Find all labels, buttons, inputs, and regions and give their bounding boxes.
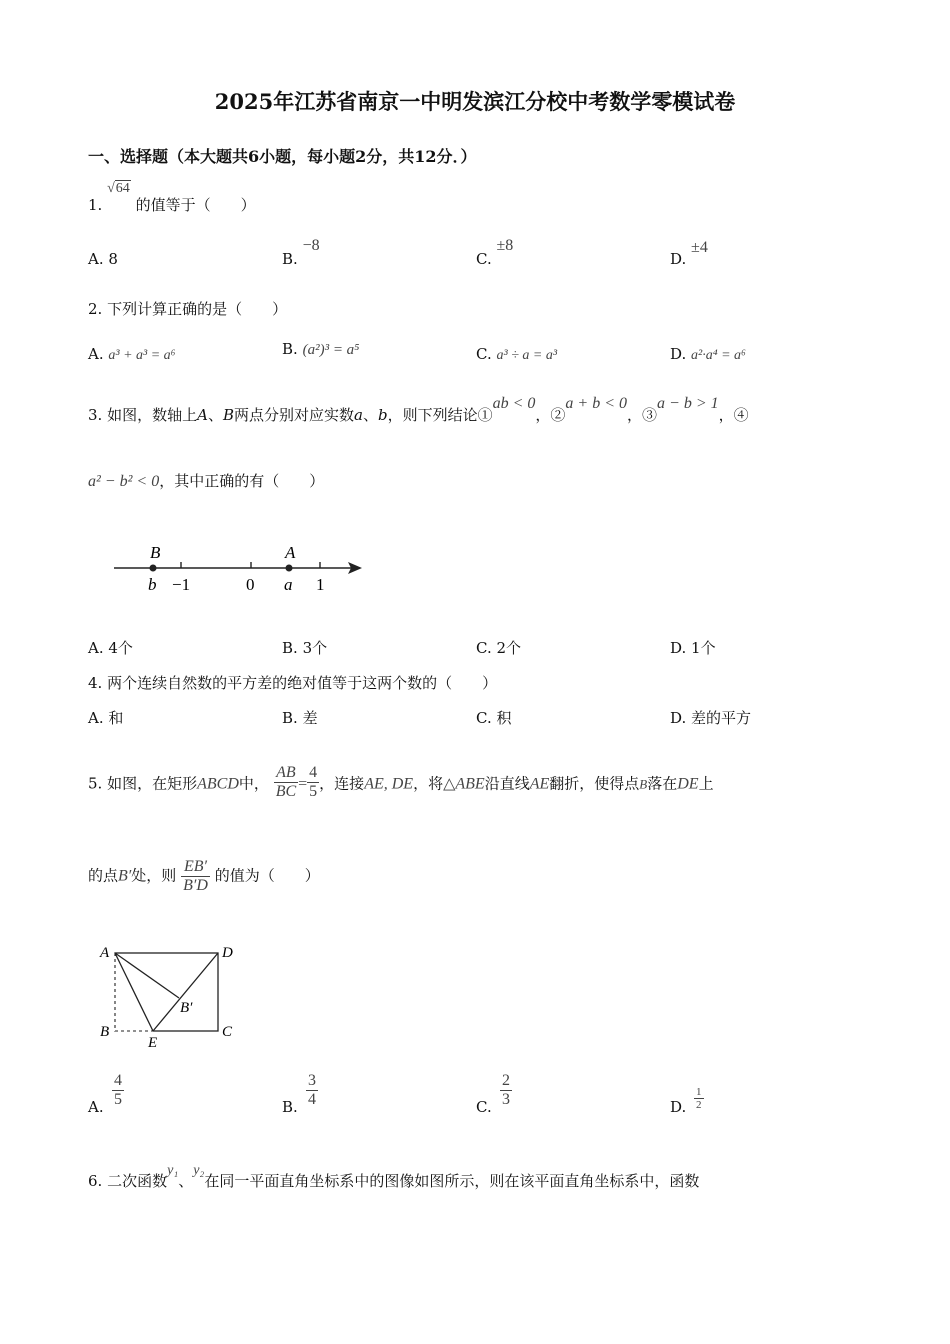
- vertex-D: D: [222, 945, 233, 961]
- point-B-prime: B′: [180, 1000, 193, 1016]
- question-2: [88, 298, 287, 319]
- question-number: 1.: [88, 196, 103, 214]
- conclusion-4: a² − b² < 0: [88, 473, 160, 490]
- q4-option-a: A. 和: [88, 709, 124, 727]
- q1-option-c: C. ±8: [476, 237, 514, 268]
- q5-option-c-fraction: $\frac{2}{3}$: [502, 1072, 510, 1108]
- conclusion-3: a − b > 1: [657, 395, 719, 412]
- q1-option-a: A. 8: [88, 250, 118, 268]
- q5-option-b: B.: [282, 1098, 298, 1116]
- question-text: 的值等于（ ）: [135, 196, 256, 214]
- point-a: [286, 565, 293, 572]
- conclusion-1: ab < 0: [492, 395, 536, 412]
- question-3: 3. 如图，数轴上A、B两点分别对应实数a、b，则下列结论①ab < 0，②a + b < 0，③a − b > 1，④: [88, 395, 749, 424]
- q1-option-d: D. ±4: [670, 239, 708, 268]
- q4-option-b: B. 差: [282, 709, 318, 727]
- tick-label-a: a: [284, 575, 293, 594]
- question-5-cont: 的点B′处，则 $\frac{EB'}{B'D}$ 的值为（ ）: [88, 858, 320, 894]
- label-A: A: [285, 543, 296, 562]
- sqrt-expression: √64: [107, 181, 130, 196]
- q5-option-d-fraction: $\frac{1}{2}$: [696, 1086, 702, 1111]
- q5-option-b-fraction: $\frac{3}{4}$: [308, 1072, 316, 1108]
- tick-label-0: 0: [246, 575, 255, 594]
- tick-label-1: 1: [316, 575, 325, 594]
- vertex-B: B: [100, 1024, 110, 1040]
- question-1: [88, 181, 256, 215]
- point-E: E: [148, 1035, 158, 1050]
- q1-option-b: B. −8: [282, 237, 320, 268]
- question-number: 2.: [88, 300, 103, 318]
- q4-option-d: D. 差的平方: [670, 709, 752, 727]
- rect-right-top: [115, 953, 218, 1031]
- q3-option-c: C. 2个: [476, 639, 522, 657]
- q5-option-d: D.: [670, 1098, 687, 1116]
- ratio-value: $\frac{4}{5}$: [309, 764, 318, 800]
- section-heading: 一、选择题（本大题共6小题，每小题2分，共12分．）: [88, 147, 477, 166]
- q2-option-b: B. (a²)³ = a⁵: [282, 340, 360, 358]
- segment-AE: [115, 953, 153, 1031]
- segment-ED: [153, 953, 218, 1031]
- question-5: 5. 如图，在矩形ABCD中， $\frac{AB}{BC}$ = $\frac{4}{5}$ ，连接AE, DE，将△ABE沿直线AE翻折，使得点B落在DE上: [88, 764, 714, 800]
- page-title: 2025年江苏省南京一中明发滨江分校中考数学零模试卷: [214, 89, 736, 114]
- rectangle-figure: [96, 940, 246, 1050]
- point-b: [150, 565, 157, 572]
- question-6: 6. 二次函数y₁、y₂在同一平面直角坐标系中的图像如图所示，则在该平面直角坐标系中，函数: [88, 1163, 700, 1190]
- conclusion-2: a + b < 0: [565, 395, 628, 412]
- q3-option-a: A. 4个: [88, 639, 133, 657]
- vertex-C: C: [222, 1024, 233, 1040]
- tick-label-minus1: −1: [172, 575, 191, 594]
- number-line-figure: [108, 538, 378, 600]
- q4-option-c: C. 积: [476, 709, 512, 727]
- question-3-cont: a² − b² < 0，其中正确的有（ ）: [88, 472, 325, 490]
- segment-AB-prime: [115, 953, 179, 998]
- q2-option-d: D. a²·a⁴ = a⁶: [670, 345, 746, 363]
- ratio-fraction: $\frac{AB}{BC}$: [275, 764, 297, 800]
- question-text: 下列计算正确的是（ ）: [107, 300, 288, 318]
- target-fraction: $\frac{EB'}{B'D}$: [183, 858, 208, 894]
- tick-label-b: b: [148, 575, 157, 594]
- q3-option-b: B. 3个: [282, 639, 328, 657]
- q5-option-a: A.: [88, 1098, 104, 1116]
- q3-option-d: D. 1个: [670, 639, 716, 657]
- q5-option-a-fraction: $\frac{4}{5}$: [114, 1072, 122, 1108]
- q2-option-a: A. a³ + a³ = a⁶: [88, 345, 176, 363]
- vertex-A: A: [100, 945, 110, 961]
- question-4: 4. 两个连续自然数的平方差的绝对值等于这两个数的（ ）: [88, 674, 498, 692]
- q2-option-c: C. a³ ÷ a = a³: [476, 345, 558, 363]
- q5-option-c: C.: [476, 1098, 492, 1116]
- label-B: B: [150, 543, 161, 562]
